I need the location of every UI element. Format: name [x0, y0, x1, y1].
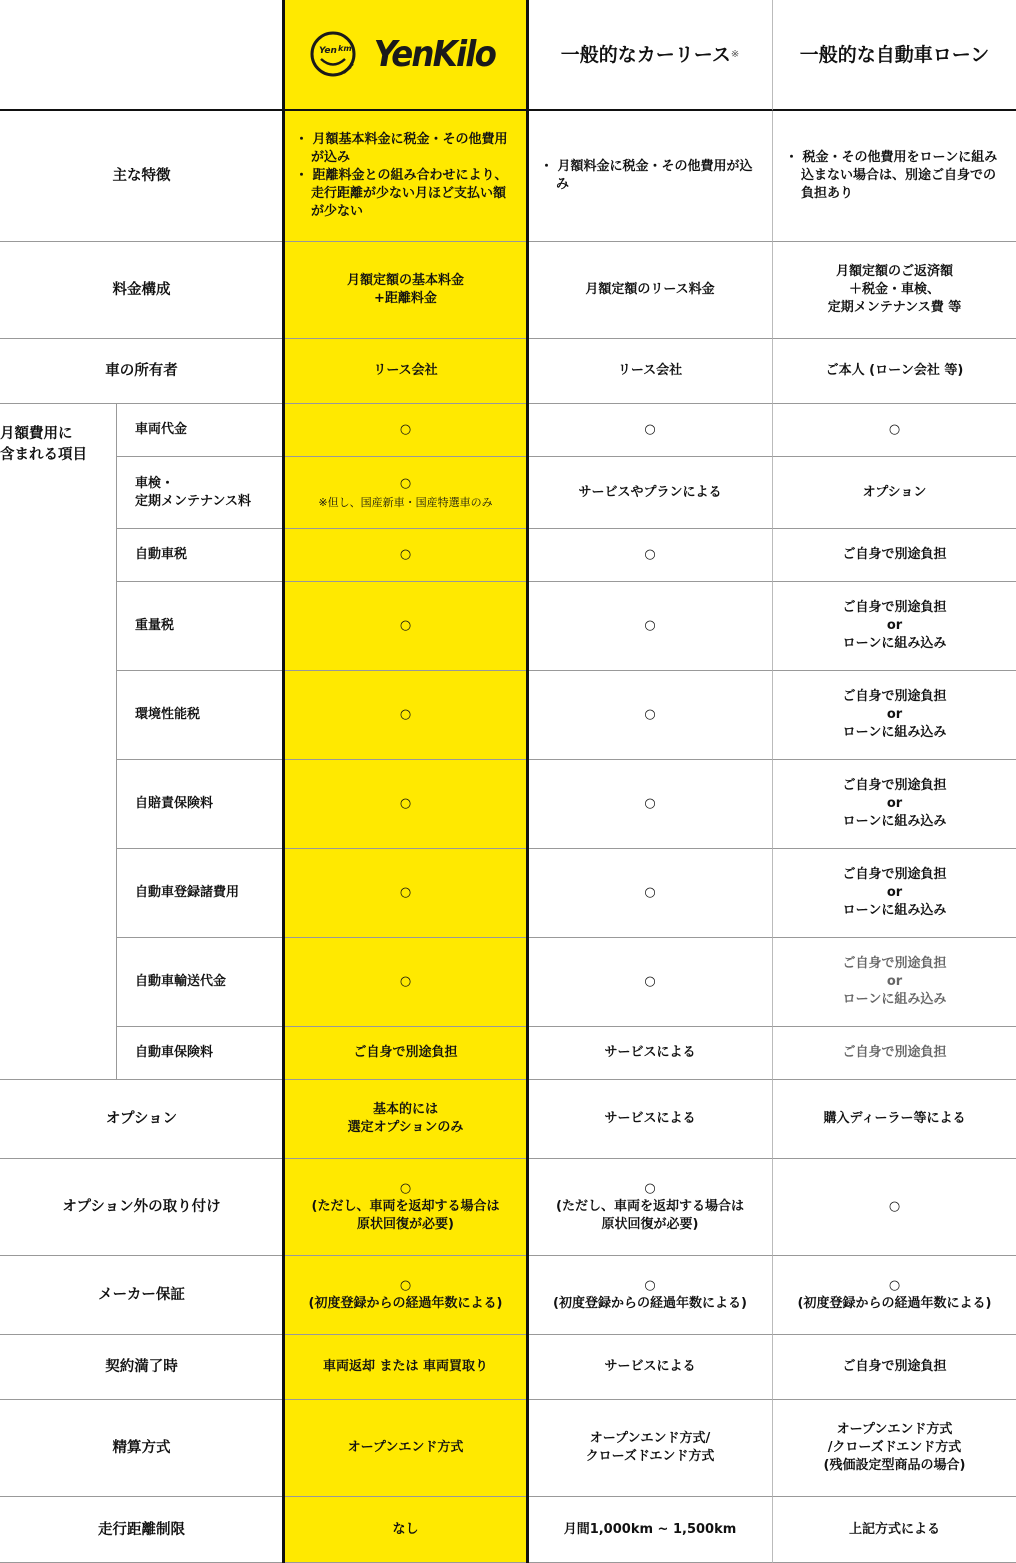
header-car-loan [772, 0, 1016, 111]
yenkilo-cell [283, 1256, 528, 1335]
cell-content [842, 777, 946, 831]
group-label-monthly-items: 月額費用に 含まれる項目 [0, 404, 117, 1080]
car-lease-cell [528, 938, 772, 1027]
cell-text: オプション [862, 484, 927, 500]
row-sublabel: 車両代金 [117, 404, 283, 457]
car-loan-cell [772, 1400, 1016, 1497]
car-loan-cell [772, 760, 1016, 849]
cell-content [553, 1277, 747, 1313]
highlight-border-right [526, 0, 529, 1563]
cell-text: ○ (ただし、車両を返却する場合は 原状回復が必要) [311, 1181, 500, 1232]
cell-content [889, 421, 900, 439]
cell-text: リース会社 [373, 363, 438, 378]
cell-text: 月間1,000km ~ 1,500km [563, 1521, 737, 1537]
car-loan-cell [772, 1497, 1016, 1563]
yenkilo-cell [283, 1335, 528, 1400]
cell-content [373, 362, 437, 380]
cell-text: ご自身で別途負担 [353, 1045, 458, 1060]
cell-content [849, 1521, 940, 1539]
cell-content [309, 1277, 503, 1313]
car-lease-cell [528, 582, 772, 671]
yenkilo-cell [283, 582, 528, 671]
cell-content [644, 884, 655, 902]
cell-text: ○ (初度登録からの経過年数による) [797, 1278, 992, 1311]
row-sublabel: 自動車保険料 [117, 1027, 283, 1080]
car-lease-cell [528, 529, 772, 582]
cell-text: 上記方式による [848, 1521, 940, 1537]
cell-text: リース会社 [617, 363, 683, 378]
cell-content [644, 795, 655, 813]
car-loan-cell [772, 111, 1016, 242]
car-loan-cell [772, 457, 1016, 529]
cell-content [828, 263, 962, 317]
row-sublabel: 環境性能税 [117, 671, 283, 760]
yenkilo-logo [309, 30, 502, 80]
cell-content [312, 1180, 500, 1234]
bullet-item: ・ 距離料金との組み合わせにより、走行距離が少ない月ほど支払い額が少ない [295, 168, 508, 219]
cell-content [824, 1110, 966, 1128]
cell-content [400, 973, 411, 991]
row-label: 車の所有者 [0, 339, 283, 404]
yenkilo-cell [283, 671, 528, 760]
cell-content [842, 955, 946, 1009]
svg-text:Yen: Yen [319, 45, 337, 56]
car-lease-cell [528, 849, 772, 938]
cell-text: ○ (初度登録からの経過年数による) [553, 1278, 747, 1311]
cell-text: ご自身で別途負担 or ローンに組み込み [842, 600, 947, 651]
cell-content [644, 973, 655, 991]
logo-text: YenKilo [373, 33, 496, 75]
bullet-list [283, 131, 528, 221]
car-lease-cell [528, 1080, 772, 1159]
yenkilo-cell [283, 457, 528, 529]
yenkilo-cell [283, 242, 528, 339]
row-label: 主な特徴 [0, 111, 283, 242]
cell-content [644, 706, 655, 724]
row-sublabel: 自賠責保険料 [117, 760, 283, 849]
cell-content [400, 421, 411, 439]
cell-text: ○ [644, 974, 656, 989]
car-lease-cell [528, 1497, 772, 1563]
header-empty-cell [0, 0, 283, 111]
cell-content [318, 475, 492, 511]
cell-text: ○ [399, 796, 412, 811]
cell-content [323, 1358, 488, 1376]
cell-text: ○ (ただし、車両を返却する場合は 原状回復が必要) [556, 1181, 744, 1232]
yenkilo-cell [283, 1497, 528, 1563]
cell-content [348, 1439, 464, 1457]
yenkilo-cell [283, 849, 528, 938]
row-sublabel: 重量税 [117, 582, 283, 671]
footnote-mark: ※ [730, 48, 740, 60]
cell-text: 月額定額のリース料金 [585, 282, 715, 297]
car-lease-cell [528, 760, 772, 849]
car-loan-cell [772, 938, 1016, 1027]
row-sublabel: 自動車税 [117, 529, 283, 582]
cell-text: ○ [399, 618, 412, 633]
cell-text: 月額定額の基本料金 +距離料金 [346, 273, 464, 306]
yenkilo-cell [283, 1027, 528, 1080]
cell-text: ○ [644, 707, 656, 722]
cell-content [798, 1277, 992, 1313]
cell-text: ○ [399, 885, 412, 900]
cell-content [644, 546, 655, 564]
car-loan-cell [772, 1256, 1016, 1335]
svg-text:km: km [338, 43, 352, 53]
cell-content [400, 884, 411, 902]
yenkilo-cell [283, 111, 528, 242]
cell-text: ご自身で別途負担 or ローンに組み込み [842, 867, 947, 918]
cell-text: ○ [399, 547, 412, 562]
car-loan-cell [772, 529, 1016, 582]
header-car-lease-label: 一般的なカーリース [560, 43, 731, 66]
row-label: 精算方式 [0, 1400, 283, 1497]
car-loan-cell [772, 404, 1016, 457]
highlight-border-left [282, 0, 285, 1563]
cell-text: なし [392, 1521, 419, 1537]
cell-content [604, 1044, 695, 1062]
cell-content [586, 1430, 715, 1466]
car-lease-cell [528, 242, 772, 339]
car-lease-cell [528, 671, 772, 760]
cell-text: ○ [888, 422, 901, 437]
cell-content [400, 706, 411, 724]
cell-text: ご本人 (ローン会社 等) [825, 363, 964, 378]
car-lease-cell [528, 1256, 772, 1335]
car-loan-cell [772, 1027, 1016, 1080]
yenkilo-cell [283, 1159, 528, 1256]
cell-note: ※但し、国産新車・国産特選車のみ [318, 495, 493, 509]
cell-content [842, 688, 946, 742]
yenkilo-cell [283, 404, 528, 457]
row-sublabel: 車検・ 定期メンテナンス料 [117, 457, 283, 529]
cell-text: ○ [644, 618, 656, 633]
cell-text: ○ [644, 796, 656, 811]
cell-content [842, 546, 946, 564]
cell-content [618, 362, 682, 380]
cell-content [348, 1101, 464, 1137]
cell-content [604, 1358, 695, 1376]
row-label: オプション外の取り付け [0, 1159, 283, 1256]
car-loan-cell [772, 671, 1016, 760]
car-lease-cell [528, 404, 772, 457]
cell-content [353, 1044, 457, 1062]
cell-text: ○ [644, 547, 656, 562]
cell-content [578, 484, 721, 502]
cell-text: オープンエンド方式 /クローズドエンド方式 (残価設定型商品の場合) [823, 1422, 966, 1473]
car-loan-cell [772, 1159, 1016, 1256]
car-loan-cell [772, 849, 1016, 938]
car-loan-cell [772, 582, 1016, 671]
cell-content [585, 281, 714, 299]
car-loan-cell [772, 1335, 1016, 1400]
cell-text: 月額定額のご返済額 ＋税金・車検、 定期メンテナンス費 等 [827, 264, 962, 315]
car-loan-cell [772, 339, 1016, 404]
cell-text: ○ [888, 1199, 901, 1214]
car-loan-cell [772, 242, 1016, 339]
bullet-item: ・ 月額基本料金に税金・その他費用が込み [295, 132, 508, 165]
cell-content [347, 272, 464, 308]
cell-text: ○ [644, 422, 656, 437]
row-label: 料金構成 [0, 242, 283, 339]
cell-content [604, 1110, 695, 1128]
yenkilo-cell [283, 529, 528, 582]
cell-text: ○ [399, 422, 412, 437]
header-car-lease [528, 0, 772, 111]
cell-content [564, 1521, 737, 1539]
car-lease-cell [528, 1159, 772, 1256]
cell-text: ○ (初度登録からの経過年数による) [308, 1278, 503, 1311]
header-car-loan-label: 一般的な自動車ローン [799, 43, 990, 66]
row-label: 走行距離制限 [0, 1497, 283, 1563]
car-lease-cell [528, 1027, 772, 1080]
yenkilo-cell [283, 1400, 528, 1497]
row-label: 契約満了時 [0, 1335, 283, 1400]
cell-content [400, 795, 411, 813]
bullet-item: ・ 月額料金に税金・その他費用が込み [540, 159, 753, 192]
cell-text: オープンエンド方式/ クローズドエンド方式 [585, 1431, 715, 1464]
cell-text: ご自身で別途負担 or ローンに組み込み [842, 956, 947, 1007]
yenkilo-cell [283, 1080, 528, 1159]
cell-text: サービスによる [604, 1359, 696, 1374]
cell-content [400, 617, 411, 635]
car-lease-cell [528, 1335, 772, 1400]
cell-text: ○ [644, 885, 656, 900]
cell-content [889, 1198, 900, 1216]
row-sublabel: 自動車輸送代金 [117, 938, 283, 1027]
cell-text: サービスによる [604, 1045, 696, 1060]
bullet-list [528, 158, 772, 194]
car-lease-cell [528, 1400, 772, 1497]
yenkilo-cell [283, 339, 528, 404]
cell-content [826, 362, 964, 380]
cell-text: オープンエンド方式 [347, 1440, 464, 1455]
cell-content [842, 866, 946, 920]
cell-text: ご自身で別途負担 [842, 1359, 947, 1374]
cell-content [824, 1421, 966, 1475]
cell-content [863, 484, 927, 502]
cell-text: サービスによる [604, 1111, 696, 1126]
smiley-logo-icon [309, 30, 359, 80]
cell-content [400, 546, 411, 564]
row-sublabel: 自動車登録諸費用 [117, 849, 283, 938]
cell-text: ○ [399, 475, 412, 491]
cell-text: 車両返却 または 車両買取り [322, 1359, 489, 1374]
cell-content [392, 1521, 418, 1539]
cell-text: 基本的には 選定オプションのみ [347, 1102, 464, 1135]
car-lease-cell [528, 111, 772, 242]
cell-text: ご自身で別途負担 [842, 1045, 947, 1060]
cell-text: ご自身で別途負担 or ローンに組み込み [842, 689, 947, 740]
cell-text: ○ [399, 707, 412, 722]
cell-content [644, 421, 655, 439]
cell-content [842, 1044, 946, 1062]
bullet-item: ・ 税金・その他費用をローンに組み込まない場合は、別途ご自身での負担あり [785, 150, 998, 201]
cell-content [644, 617, 655, 635]
cell-text: ご自身で別途負担 or ローンに組み込み [842, 778, 947, 829]
cell-text: 購入ディーラー等による [823, 1111, 966, 1126]
row-label: オプション [0, 1080, 283, 1159]
car-lease-cell [528, 339, 772, 404]
cell-content [842, 1358, 946, 1376]
cell-content [842, 599, 946, 653]
yenkilo-cell [283, 938, 528, 1027]
cell-text: ○ [399, 974, 412, 989]
cell-text: ご自身で別途負担 [842, 547, 947, 562]
header-yenkilo [283, 0, 528, 111]
bullet-list [773, 149, 1016, 203]
car-loan-cell [772, 1080, 1016, 1159]
cell-text: サービスやプランによる [578, 484, 722, 500]
row-label: メーカー保証 [0, 1256, 283, 1335]
cell-content [556, 1180, 744, 1234]
car-lease-cell [528, 457, 772, 529]
yenkilo-cell [283, 760, 528, 849]
